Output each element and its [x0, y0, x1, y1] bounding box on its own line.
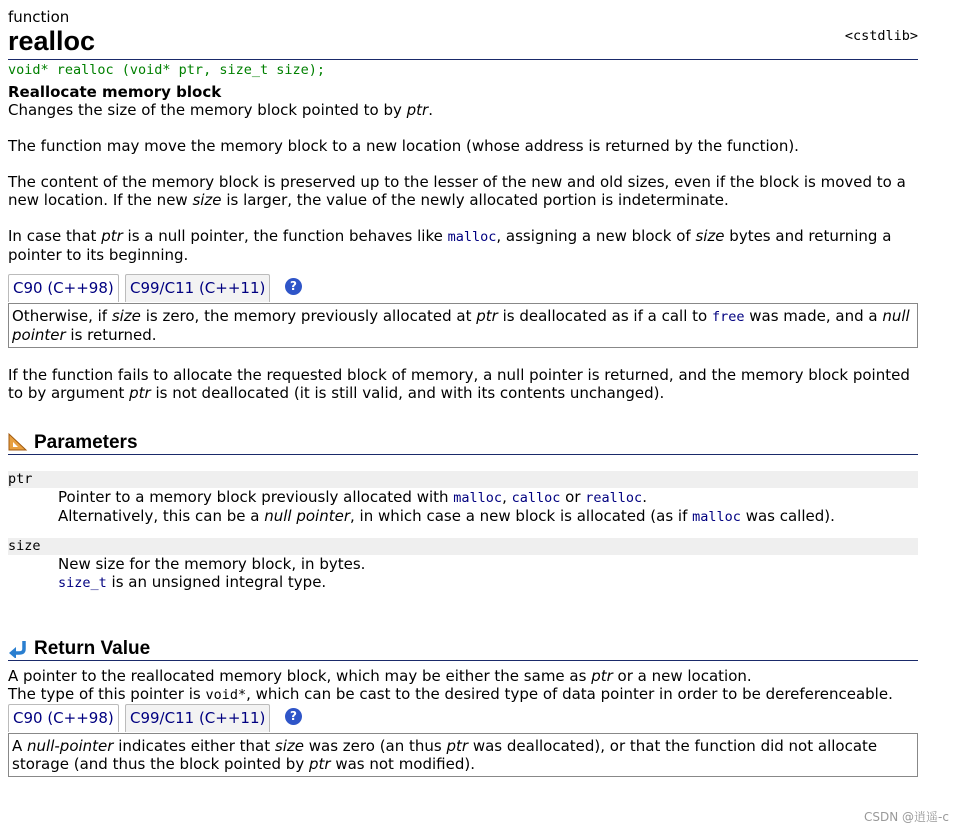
param-ref: size — [111, 307, 141, 325]
return-line-1 — [8, 667, 918, 685]
malloc-link[interactable]: malloc — [453, 490, 503, 506]
text: was called). — [740, 507, 835, 525]
text: . — [642, 488, 647, 506]
tab-c99[interactable]: C99/C11 (C++11) — [125, 704, 270, 732]
watermark: CSDN @逍遥-c — [864, 810, 949, 824]
failure-paragraph — [8, 366, 918, 402]
text: , assigning a new block of — [496, 227, 696, 245]
free-link[interactable]: free — [711, 309, 745, 325]
tab-c90[interactable]: C90 (C++98) — [8, 704, 119, 732]
text: Changes the size of the memory block pointed to by — [8, 101, 407, 119]
param-ref: size — [274, 737, 304, 755]
text: . — [428, 101, 433, 119]
realloc-link[interactable]: realloc — [585, 490, 643, 506]
text: Pointer to a memory block previously allocated with — [58, 488, 454, 506]
tab-content — [8, 733, 918, 777]
text: The content of the memory block is preserved up to the lesser of the new and old sizes, even if the block is moved to a new location. If the new — [8, 173, 906, 209]
intro-paragraph-3 — [8, 173, 918, 209]
parameters-section-header — [8, 430, 918, 454]
calloc-link[interactable]: calloc — [511, 490, 561, 506]
text: or — [560, 488, 586, 506]
return-arrow-icon — [8, 638, 28, 658]
param-ptr-line-1 — [58, 488, 918, 507]
text: indicates either that — [113, 737, 275, 755]
text: The type of this pointer is — [8, 685, 206, 703]
function-subtitle: Reallocate memory block — [8, 83, 222, 101]
return-value-title: Return Value — [34, 638, 151, 659]
param-size-line-1: New size for the memory block, in bytes. — [58, 555, 366, 573]
intro-paragraph-2: The function may move the memory block to a new location (whose address is returned by the function). — [8, 137, 799, 155]
tab-c99[interactable]: C99/C11 (C++11) — [125, 274, 270, 302]
text: , which can be cast to the desired type of data pointer in order to be dereferenceable. — [246, 685, 893, 703]
text: was not modified). — [330, 755, 475, 773]
param-ptr-name: ptr — [8, 471, 918, 488]
text: In case that — [8, 227, 102, 245]
text: was made, and a — [744, 307, 883, 325]
text: was deallocated), or that the function did not allocate storage (and thus the block pointed by — [12, 737, 878, 773]
code: void* — [205, 687, 247, 703]
param-ref: size — [695, 227, 725, 245]
text: A pointer to the reallocated memory block, which may be either the same as — [8, 667, 592, 685]
text: is zero, the memory previously allocated at — [140, 307, 477, 325]
text: , in which case a new block is allocated (as if — [350, 507, 693, 525]
parameters-title: Parameters — [34, 432, 138, 453]
version-tabs — [8, 274, 918, 303]
library-header-link[interactable]: <cstdlib> — [844, 28, 918, 44]
size-t-link[interactable]: size_t — [58, 575, 107, 591]
term: null pointer — [264, 507, 350, 525]
param-size-line-2 — [58, 573, 918, 592]
text: is larger, the value of the newly allocated portion is indeterminate. — [221, 191, 729, 209]
text: bytes and returning a pointer to its beginning. — [8, 227, 892, 264]
return-line-2 — [8, 685, 918, 704]
section-divider — [8, 660, 918, 661]
tab-content — [8, 303, 918, 348]
text: Alternatively, this can be a — [58, 507, 265, 525]
entity-kind: function — [8, 8, 70, 26]
text: was zero (an thus — [304, 737, 447, 755]
param-ptr-line-2 — [58, 507, 918, 526]
text: is deallocated as if a call to — [497, 307, 712, 325]
param-ref: size — [192, 191, 222, 209]
text: , — [502, 488, 512, 506]
function-prototype: void* realloc (void* ptr, size_t size); — [8, 62, 325, 78]
param-size-desc — [8, 555, 918, 592]
version-tabs — [8, 704, 918, 733]
text: is a null pointer, the function behaves like — [122, 227, 448, 245]
header-divider — [8, 59, 918, 60]
help-icon[interactable]: ? — [285, 708, 302, 725]
term: null-pointer — [27, 737, 114, 755]
text: is returned. — [65, 326, 157, 344]
intro-paragraph-1 — [8, 101, 918, 119]
malloc-link[interactable]: malloc — [692, 509, 741, 525]
reference-page — [8, 8, 918, 777]
set-square-icon — [8, 432, 28, 452]
param-ref: ptr — [591, 667, 613, 685]
header — [8, 8, 918, 60]
param-ref: ptr — [476, 307, 498, 325]
malloc-link[interactable]: malloc — [447, 229, 497, 245]
text: is not deallocated (it is still valid, and with its contents unchanged). — [150, 384, 665, 402]
param-ref: ptr — [406, 101, 429, 119]
text: If the function fails to allocate the requested block of memory, a null pointer is returned, and the memory block pointed to by argument — [8, 366, 910, 402]
param-ref: ptr — [308, 755, 331, 773]
param-ref: ptr — [446, 737, 469, 755]
param-size-name: size — [8, 538, 918, 555]
text: is an unsigned integral type. — [106, 573, 327, 591]
param-ref: ptr — [101, 227, 123, 245]
page-title: realloc — [8, 26, 96, 56]
return-value-section-header — [8, 636, 918, 660]
tab-c90[interactable]: C90 (C++98) — [8, 274, 119, 302]
text: Otherwise, if — [12, 307, 112, 325]
param-ref: ptr — [129, 384, 151, 402]
term: null pointer — [12, 307, 910, 344]
text: A — [12, 737, 28, 755]
intro-paragraph-4 — [8, 227, 918, 264]
text: or a new location. — [612, 667, 752, 685]
param-ptr-desc — [8, 488, 918, 526]
help-icon[interactable]: ? — [285, 278, 302, 295]
